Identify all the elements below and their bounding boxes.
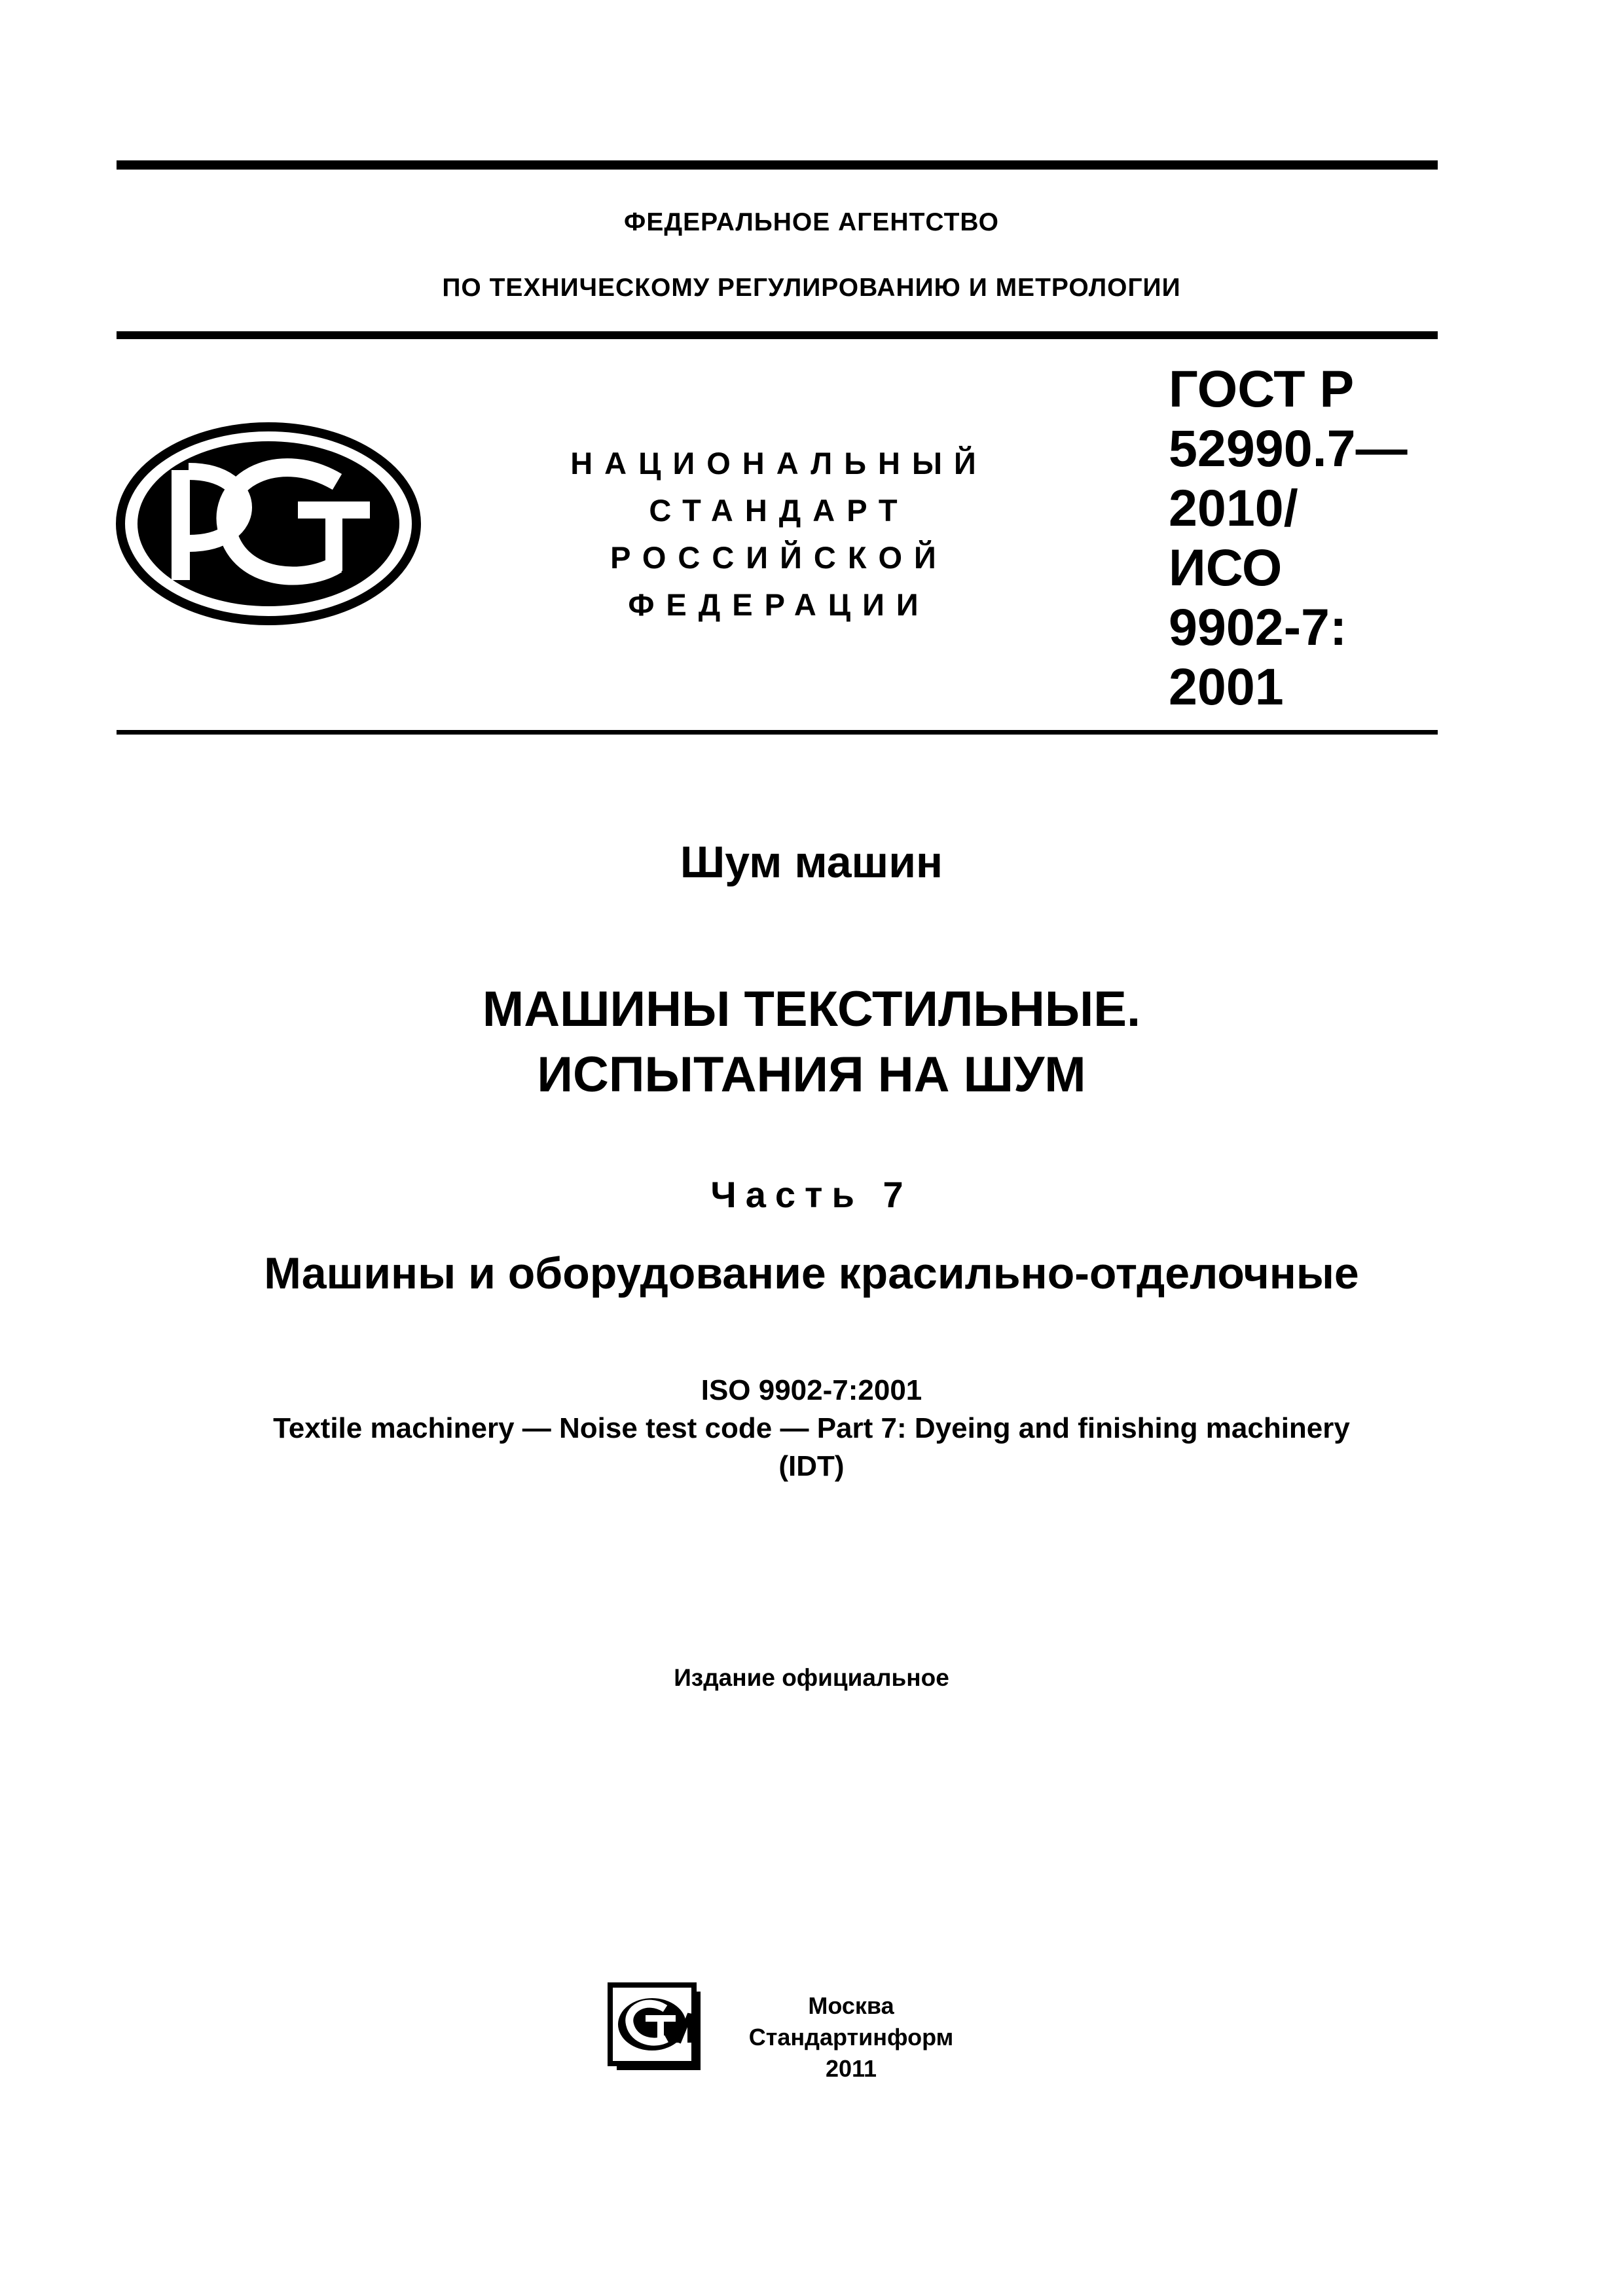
iso-reference	[0, 1372, 1623, 1485]
designation-line-6: 2001	[1169, 657, 1284, 716]
iso-degree: (IDT)	[778, 1450, 845, 1482]
top-rule	[117, 160, 1438, 170]
general-title: Шум машин	[680, 837, 943, 887]
designation-line-5: 9902-7:	[1169, 598, 1347, 656]
part-title: Машины и оборудование красильно-отделочные	[264, 1248, 1359, 1298]
iso-code: ISO 9902-7:2001	[701, 1374, 922, 1406]
publisher-name: Стандартинформ	[748, 2024, 954, 2050]
part-number: Часть 7	[710, 1174, 913, 1215]
national-standard-block	[498, 440, 1061, 629]
national-standard-line-3: РОССИЙСКОЙ	[610, 540, 948, 575]
rst-gost-logo-icon	[111, 419, 426, 629]
publisher-city: Москва	[808, 1992, 894, 2019]
national-standard-line-2: СТАНДАРТ	[649, 493, 909, 528]
designation-line-3: 2010/	[1169, 479, 1298, 537]
main-title-line-2: ИСПЫТАНИЯ НА ШУМ	[537, 1047, 1086, 1102]
standartinform-logo-icon	[608, 1982, 704, 2074]
iso-title: Textile machinery — Noise test code — Part 7: Dyeing and finishing machinery	[273, 1412, 1350, 1444]
agency-line-2: ПО ТЕХНИЧЕСКОМУ РЕГУЛИРОВАНИЮ И МЕТРОЛОГИИ	[442, 274, 1181, 302]
designation-line-4: ИСО	[1169, 538, 1283, 596]
standard-designation	[1169, 359, 1444, 716]
designation-line-1: ГОСТ Р	[1169, 359, 1355, 418]
national-standard-line-4: ФЕДЕРАЦИИ	[628, 587, 930, 622]
national-standard-line-1: НАЦИОНАЛЬНЫЙ	[570, 446, 988, 481]
designation-rule	[117, 730, 1438, 735]
main-title	[0, 977, 1623, 1108]
edition-note: Издание официальное	[674, 1664, 949, 1691]
main-title-line-1: МАШИНЫ ТЕКСТИЛЬНЫЕ.	[482, 981, 1141, 1037]
agency-line-1: ФЕДЕРАЛЬНОЕ АГЕНТСТВО	[624, 208, 999, 236]
publisher-year: 2011	[825, 2055, 877, 2082]
designation-line-2: 52990.7—	[1169, 419, 1408, 477]
publisher-block	[720, 1990, 982, 2085]
header-rule	[117, 331, 1438, 339]
